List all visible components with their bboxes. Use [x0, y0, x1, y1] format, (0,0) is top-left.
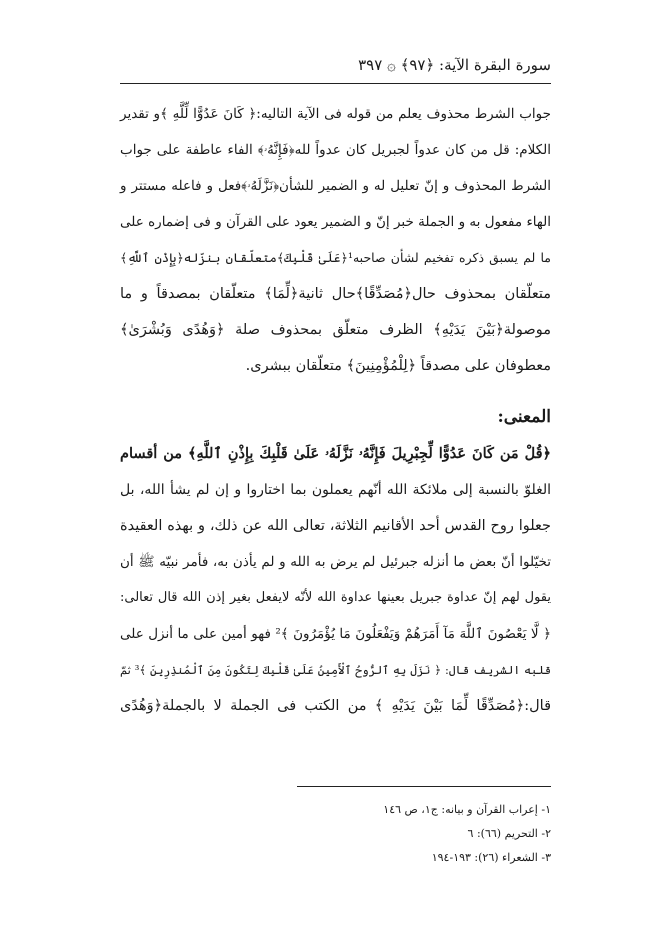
text-line: الشرط المحذوف و إنّ تعليل له و الضمير للشأن﴿نَزَّلَهُۥ﴾فعل و فاعله مستتر و: [120, 178, 551, 194]
text-line: متعلّقان بمحذوف حال﴿مُصَدِّقًا﴾حال ثانية﴿لِّمَا﴾ متعلّقان بمصدقاً و ما: [120, 286, 551, 302]
running-header: سورة البقرة الآية: ﴿۹۷﴾ ۞ ۳۹۷: [358, 56, 551, 74]
text-line: الكلام: قل من كان عدواً لجبريل كان عدواً لله﴿فَإِنَّهُۥ﴾ الفاء عاطفة على جواب: [120, 142, 551, 158]
text-line: موصولة﴿بَيْنَ يَدَيْهِ﴾ الظرف متعلّق بمحذوف صلة ﴿وَهُدًى وَبُشْرَىٰ﴾: [120, 322, 551, 338]
text-line: تخيّلوا أنّ بعض ما أنزله جبرئيل لم يرض به الله و لم يأذن به، فأمر نبيّه ﷺ أن: [120, 554, 551, 570]
footnote-divider: [297, 786, 551, 787]
text-line: جواب الشرط محذوف يعلم من قوله فى الآية التاليه:﴿ كَانَ عَدُوًّا لِّلَّهِ ﴾و تقدير: [120, 106, 551, 122]
text-line: ﴿قُلْ مَن كَانَ عَدُوًّا لِّجِبْرِيلَ فَإِنَّهُۥ نَزَّلَهُۥ عَلَىٰ قَلْبِكَ بِإِذْنِ ٱللَّهِ﴾ من أقسام: [120, 445, 551, 462]
text-line: الغلوّ بالنسبة إلى ملائكة الله أنّهم يعملون بما اختاروا و إن لم يشأ الله، بل: [120, 482, 551, 498]
text-line: ما لم يسبق ذكره تفخيم لشأن صاحبه¹﴿عَلَىٰ قَلْبِكَ﴾متعلّقان بنزّله﴿بِإِذْنِ ٱللَّهِ﴾: [120, 250, 552, 265]
page-body: [120, 96, 551, 724]
text-line: قال:﴿مُصَدِّقًا لِّمَا بَيْنَ يَدَيْهِ ﴾ من الكتب فى الجملة لا بالجملة﴿وَهُدًى: [120, 698, 551, 714]
text-line: الهاء مفعول به و الجملة خبر إنّ و الضمير يعود على القرآن و فى إضماره على: [120, 214, 551, 230]
text-line: ﴿ لَّا يَعْصُونَ ٱللَّهَ مَآ أَمَرَهُمْ وَيَفْعَلُونَ مَا يُؤْمَرُونَ ﴾² فهو أمين على ما أنزل على: [120, 626, 551, 642]
page-header: [120, 44, 551, 84]
section-heading: المعنى:: [497, 407, 551, 427]
footnote: ٣- الشعراء (٢٦): ١٩٣-١٩٤: [431, 851, 551, 864]
grammar-paragraph: [120, 96, 551, 384]
text-line: جعلوا روح القدس أحد الأقانيم الثلاثة، تعالى الله عن ذلك، و بهذه العقيدة: [120, 518, 551, 534]
meaning-paragraph: [120, 436, 551, 724]
text-line: معطوفان على مصدقاً ﴿لِلْمُؤْمِنِينَ﴾ متعلّقان ببشرى.: [245, 358, 551, 374]
footnote: ٢- التحريم (٦٦): ٦: [467, 827, 551, 840]
text-line: يقول لهم إنّ عداوة جبريل بعينها عداوة الله لأنّه لايفعل بغير إذن الله قال تعالى:: [120, 590, 551, 605]
header-rule: [120, 83, 551, 84]
text-line: قلبه الشريف قال: ﴿ نَزَلَ بِهِ ٱلرُّوحُ ٱلْأَمِينُ عَلَىٰ قَلْبِكَ لِتَكُونَ مِنَ ٱلْمُنذِرِينَ ﴾³ ثمّ: [120, 663, 551, 677]
footnotes: [151, 798, 551, 870]
footnote: ١- إعراب القرآن و بيانه: ج١، ص ١٤٦: [383, 803, 551, 816]
